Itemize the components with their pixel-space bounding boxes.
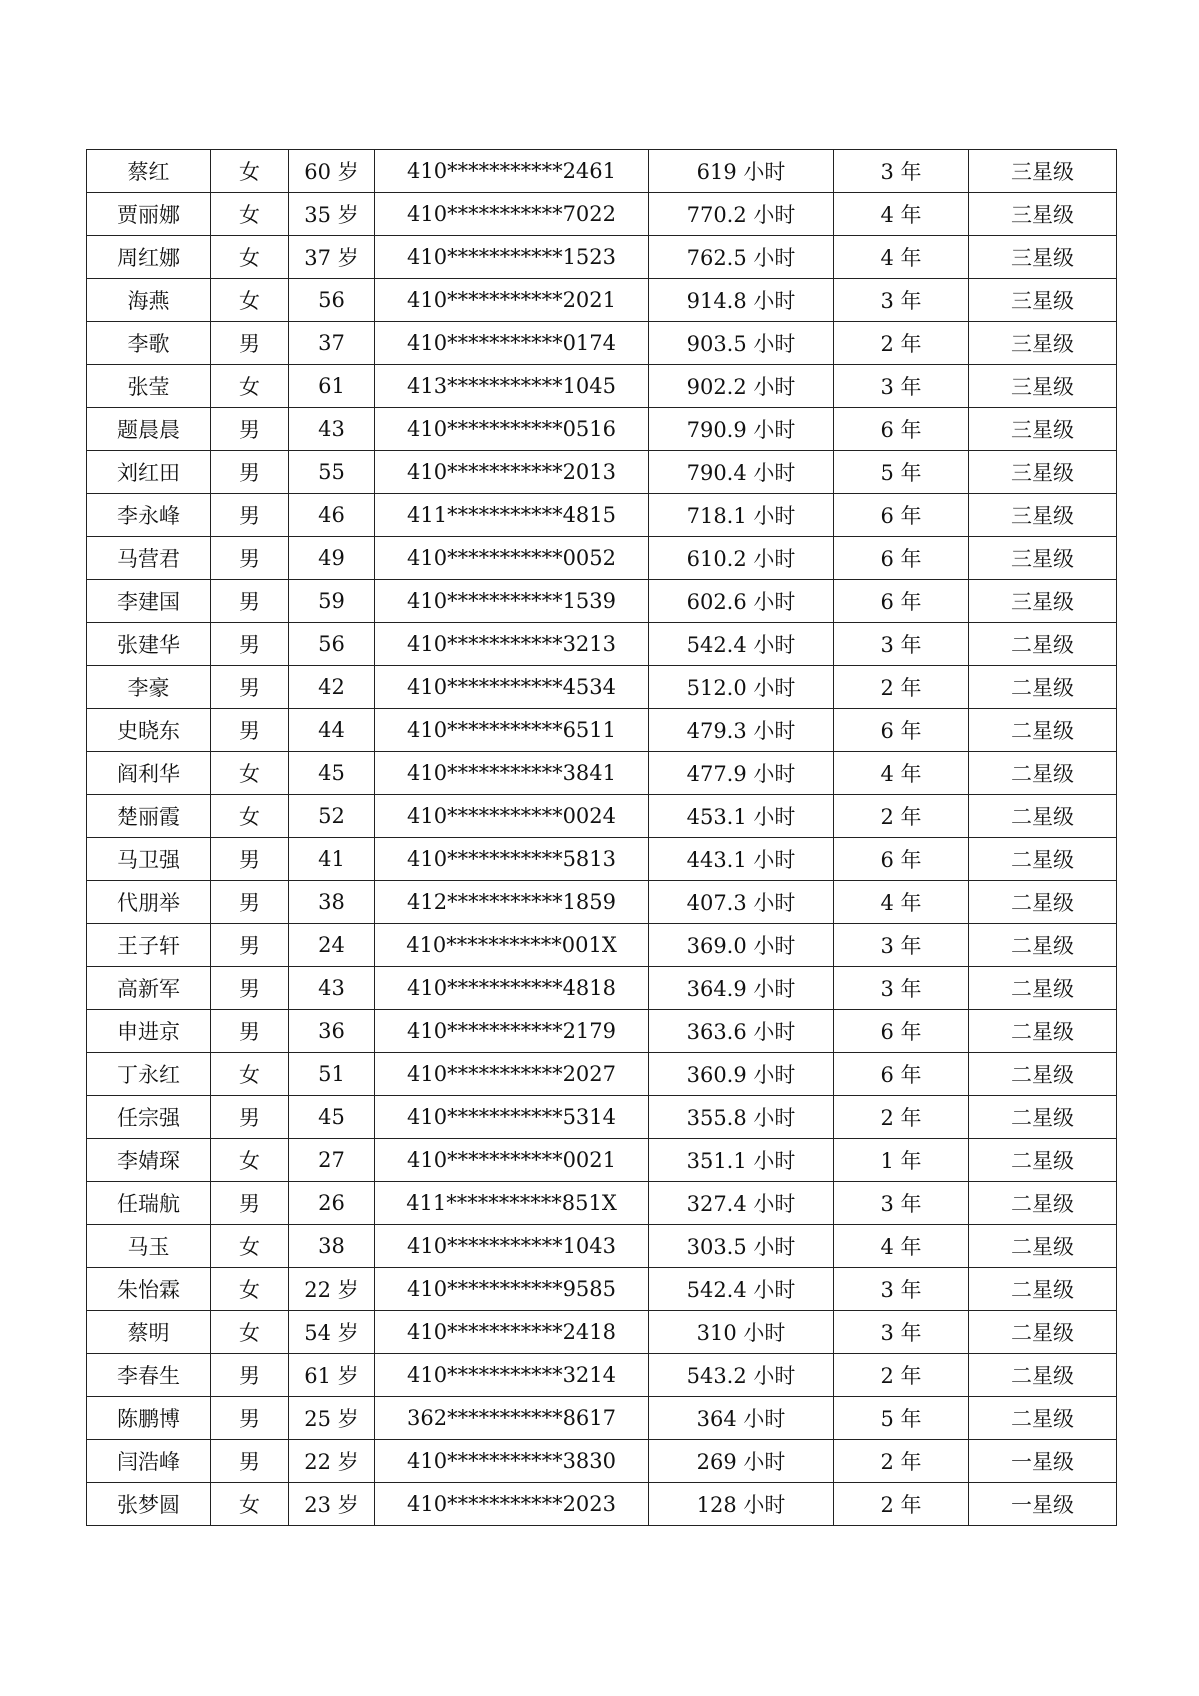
service-years-cell: 4 年: [834, 752, 969, 795]
service-hours-cell: 762.5 小时: [649, 236, 834, 279]
service-hours-cell: 770.2 小时: [649, 193, 834, 236]
gender-cell: 女: [211, 279, 289, 322]
name-cell: 高新军: [87, 967, 211, 1010]
age-cell: 24: [289, 924, 375, 967]
star-level-cell: 三星级: [969, 322, 1117, 365]
name-cell: 李建国: [87, 580, 211, 623]
star-level-cell: 三星级: [969, 279, 1117, 322]
service-years-cell: 6 年: [834, 1010, 969, 1053]
gender-cell: 男: [211, 1354, 289, 1397]
id-number-cell: 410***********6511: [375, 709, 649, 752]
name-cell: 李婧琛: [87, 1139, 211, 1182]
service-years-cell: 3 年: [834, 279, 969, 322]
id-number-cell: 410***********0174: [375, 322, 649, 365]
service-hours-cell: 543.2 小时: [649, 1354, 834, 1397]
gender-cell: 男: [211, 1182, 289, 1225]
star-level-cell: 三星级: [969, 365, 1117, 408]
age-cell: 59: [289, 580, 375, 623]
id-number-cell: 410***********0021: [375, 1139, 649, 1182]
table-row: [87, 494, 1117, 537]
age-cell: 60 岁: [289, 150, 375, 193]
star-level-cell: 二星级: [969, 752, 1117, 795]
name-cell: 王子轩: [87, 924, 211, 967]
service-hours-cell: 718.1 小时: [649, 494, 834, 537]
id-number-cell: 362***********8617: [375, 1397, 649, 1440]
name-cell: 蔡红: [87, 150, 211, 193]
service-years-cell: 6 年: [834, 580, 969, 623]
service-hours-cell: 914.8 小时: [649, 279, 834, 322]
service-years-cell: 2 年: [834, 666, 969, 709]
star-level-cell: 二星级: [969, 1182, 1117, 1225]
service-years-cell: 2 年: [834, 1354, 969, 1397]
service-hours-cell: 369.0 小时: [649, 924, 834, 967]
gender-cell: 男: [211, 666, 289, 709]
star-level-cell: 二星级: [969, 1225, 1117, 1268]
name-cell: 李豪: [87, 666, 211, 709]
service-years-cell: 3 年: [834, 1268, 969, 1311]
star-level-cell: 二星级: [969, 967, 1117, 1010]
gender-cell: 男: [211, 838, 289, 881]
id-number-cell: 410***********2021: [375, 279, 649, 322]
table-row: [87, 1354, 1117, 1397]
service-hours-cell: 453.1 小时: [649, 795, 834, 838]
name-cell: 李歌: [87, 322, 211, 365]
star-level-cell: 二星级: [969, 623, 1117, 666]
age-cell: 35 岁: [289, 193, 375, 236]
id-number-cell: 410***********0052: [375, 537, 649, 580]
table-row: [87, 365, 1117, 408]
service-years-cell: 3 年: [834, 150, 969, 193]
age-cell: 56: [289, 623, 375, 666]
gender-cell: 男: [211, 881, 289, 924]
id-number-cell: 410***********2023: [375, 1483, 649, 1526]
gender-cell: 男: [211, 322, 289, 365]
service-years-cell: 3 年: [834, 1182, 969, 1225]
table-row: [87, 1225, 1117, 1268]
id-number-cell: 412***********1859: [375, 881, 649, 924]
table-row: [87, 537, 1117, 580]
id-number-cell: 410***********4818: [375, 967, 649, 1010]
id-number-cell: 410***********2461: [375, 150, 649, 193]
table-row: [87, 1096, 1117, 1139]
service-years-cell: 4 年: [834, 193, 969, 236]
id-number-cell: 410***********5813: [375, 838, 649, 881]
star-level-cell: 三星级: [969, 408, 1117, 451]
table-row: [87, 236, 1117, 279]
age-cell: 26: [289, 1182, 375, 1225]
gender-cell: 男: [211, 967, 289, 1010]
service-years-cell: 3 年: [834, 1311, 969, 1354]
gender-cell: 男: [211, 1010, 289, 1053]
table-row: [87, 838, 1117, 881]
age-cell: 42: [289, 666, 375, 709]
id-number-cell: 411***********851X: [375, 1182, 649, 1225]
name-cell: 海燕: [87, 279, 211, 322]
service-hours-cell: 903.5 小时: [649, 322, 834, 365]
id-number-cell: 410***********2179: [375, 1010, 649, 1053]
table-row: [87, 408, 1117, 451]
name-cell: 马卫强: [87, 838, 211, 881]
service-hours-cell: 310 小时: [649, 1311, 834, 1354]
star-level-cell: 一星级: [969, 1440, 1117, 1483]
star-level-cell: 二星级: [969, 1354, 1117, 1397]
gender-cell: 男: [211, 1096, 289, 1139]
service-years-cell: 3 年: [834, 365, 969, 408]
gender-cell: 女: [211, 1139, 289, 1182]
id-number-cell: 410***********3830: [375, 1440, 649, 1483]
age-cell: 45: [289, 752, 375, 795]
gender-cell: 女: [211, 150, 289, 193]
star-level-cell: 二星级: [969, 1139, 1117, 1182]
gender-cell: 女: [211, 1268, 289, 1311]
id-number-cell: 410***********3841: [375, 752, 649, 795]
service-hours-cell: 790.4 小时: [649, 451, 834, 494]
age-cell: 43: [289, 408, 375, 451]
star-level-cell: 二星级: [969, 709, 1117, 752]
name-cell: 马玉: [87, 1225, 211, 1268]
age-cell: 38: [289, 1225, 375, 1268]
star-level-cell: 二星级: [969, 924, 1117, 967]
gender-cell: 男: [211, 709, 289, 752]
id-number-cell: 410***********9585: [375, 1268, 649, 1311]
age-cell: 25 岁: [289, 1397, 375, 1440]
star-level-cell: 二星级: [969, 881, 1117, 924]
table-row: [87, 1139, 1117, 1182]
age-cell: 55: [289, 451, 375, 494]
age-cell: 22 岁: [289, 1268, 375, 1311]
table-row: [87, 150, 1117, 193]
name-cell: 代朋举: [87, 881, 211, 924]
table-row: [87, 795, 1117, 838]
age-cell: 56: [289, 279, 375, 322]
table-row: [87, 580, 1117, 623]
table-row: [87, 1311, 1117, 1354]
service-hours-cell: 477.9 小时: [649, 752, 834, 795]
star-level-cell: 二星级: [969, 1053, 1117, 1096]
id-number-cell: 410***********3214: [375, 1354, 649, 1397]
name-cell: 贾丽娜: [87, 193, 211, 236]
star-level-cell: 三星级: [969, 451, 1117, 494]
service-years-cell: 6 年: [834, 537, 969, 580]
name-cell: 蔡明: [87, 1311, 211, 1354]
id-number-cell: 410***********1043: [375, 1225, 649, 1268]
service-years-cell: 3 年: [834, 924, 969, 967]
star-level-cell: 三星级: [969, 537, 1117, 580]
id-number-cell: 410***********2027: [375, 1053, 649, 1096]
age-cell: 61 岁: [289, 1354, 375, 1397]
service-years-cell: 4 年: [834, 236, 969, 279]
gender-cell: 男: [211, 580, 289, 623]
id-number-cell: 410***********001X: [375, 924, 649, 967]
name-cell: 周红娜: [87, 236, 211, 279]
age-cell: 61: [289, 365, 375, 408]
name-cell: 张莹: [87, 365, 211, 408]
service-years-cell: 6 年: [834, 408, 969, 451]
service-hours-cell: 355.8 小时: [649, 1096, 834, 1139]
table-row: [87, 451, 1117, 494]
id-number-cell: 410***********0516: [375, 408, 649, 451]
name-cell: 史晓东: [87, 709, 211, 752]
service-hours-cell: 363.6 小时: [649, 1010, 834, 1053]
table-row: [87, 193, 1117, 236]
name-cell: 陈鹏博: [87, 1397, 211, 1440]
age-cell: 43: [289, 967, 375, 1010]
service-hours-cell: 512.0 小时: [649, 666, 834, 709]
id-number-cell: 410***********0024: [375, 795, 649, 838]
service-years-cell: 6 年: [834, 494, 969, 537]
gender-cell: 男: [211, 408, 289, 451]
table-row: [87, 1053, 1117, 1096]
name-cell: 刘红田: [87, 451, 211, 494]
age-cell: 22 岁: [289, 1440, 375, 1483]
service-hours-cell: 407.3 小时: [649, 881, 834, 924]
service-years-cell: 3 年: [834, 623, 969, 666]
gender-cell: 男: [211, 623, 289, 666]
age-cell: 37 岁: [289, 236, 375, 279]
service-hours-cell: 364 小时: [649, 1397, 834, 1440]
age-cell: 37: [289, 322, 375, 365]
age-cell: 52: [289, 795, 375, 838]
name-cell: 李永峰: [87, 494, 211, 537]
star-level-cell: 三星级: [969, 580, 1117, 623]
gender-cell: 男: [211, 537, 289, 580]
gender-cell: 女: [211, 1225, 289, 1268]
table-row: [87, 623, 1117, 666]
service-years-cell: 2 年: [834, 1096, 969, 1139]
gender-cell: 女: [211, 1053, 289, 1096]
star-level-cell: 一星级: [969, 1483, 1117, 1526]
star-level-cell: 二星级: [969, 838, 1117, 881]
service-years-cell: 6 年: [834, 709, 969, 752]
age-cell: 23 岁: [289, 1483, 375, 1526]
name-cell: 丁永红: [87, 1053, 211, 1096]
gender-cell: 男: [211, 494, 289, 537]
id-number-cell: 410***********1523: [375, 236, 649, 279]
star-level-cell: 二星级: [969, 795, 1117, 838]
star-level-cell: 二星级: [969, 1268, 1117, 1311]
star-level-cell: 二星级: [969, 666, 1117, 709]
name-cell: 张梦圆: [87, 1483, 211, 1526]
gender-cell: 男: [211, 1440, 289, 1483]
gender-cell: 男: [211, 1397, 289, 1440]
id-number-cell: 410***********4534: [375, 666, 649, 709]
table-row: [87, 1397, 1117, 1440]
id-number-cell: 413***********1045: [375, 365, 649, 408]
service-hours-cell: 610.2 小时: [649, 537, 834, 580]
gender-cell: 男: [211, 924, 289, 967]
id-number-cell: 410***********1539: [375, 580, 649, 623]
age-cell: 46: [289, 494, 375, 537]
service-hours-cell: 351.1 小时: [649, 1139, 834, 1182]
service-hours-cell: 542.4 小时: [649, 623, 834, 666]
age-cell: 44: [289, 709, 375, 752]
name-cell: 申进京: [87, 1010, 211, 1053]
star-level-cell: 二星级: [969, 1397, 1117, 1440]
name-cell: 闫浩峰: [87, 1440, 211, 1483]
service-years-cell: 1 年: [834, 1139, 969, 1182]
service-years-cell: 2 年: [834, 1483, 969, 1526]
age-cell: 41: [289, 838, 375, 881]
service-years-cell: 2 年: [834, 1440, 969, 1483]
star-level-cell: 三星级: [969, 150, 1117, 193]
gender-cell: 女: [211, 752, 289, 795]
star-level-cell: 二星级: [969, 1010, 1117, 1053]
service-hours-cell: 602.6 小时: [649, 580, 834, 623]
name-cell: 阎利华: [87, 752, 211, 795]
name-cell: 任宗强: [87, 1096, 211, 1139]
table-row: [87, 666, 1117, 709]
star-level-cell: 三星级: [969, 236, 1117, 279]
volunteer-roster-table: [86, 149, 1117, 1526]
service-hours-cell: 128 小时: [649, 1483, 834, 1526]
service-years-cell: 5 年: [834, 1397, 969, 1440]
table-row: [87, 1440, 1117, 1483]
star-level-cell: 二星级: [969, 1096, 1117, 1139]
gender-cell: 女: [211, 795, 289, 838]
service-years-cell: 5 年: [834, 451, 969, 494]
table-row: [87, 881, 1117, 924]
gender-cell: 女: [211, 193, 289, 236]
id-number-cell: 410***********2013: [375, 451, 649, 494]
age-cell: 36: [289, 1010, 375, 1053]
service-hours-cell: 902.2 小时: [649, 365, 834, 408]
service-years-cell: 6 年: [834, 838, 969, 881]
gender-cell: 女: [211, 1483, 289, 1526]
service-hours-cell: 360.9 小时: [649, 1053, 834, 1096]
table-row: [87, 1268, 1117, 1311]
table-row: [87, 752, 1117, 795]
table-row: [87, 1483, 1117, 1526]
table-row: [87, 709, 1117, 752]
id-number-cell: 411***********4815: [375, 494, 649, 537]
service-hours-cell: 790.9 小时: [649, 408, 834, 451]
table-row: [87, 1010, 1117, 1053]
service-hours-cell: 303.5 小时: [649, 1225, 834, 1268]
service-years-cell: 3 年: [834, 967, 969, 1010]
service-hours-cell: 479.3 小时: [649, 709, 834, 752]
service-hours-cell: 443.1 小时: [649, 838, 834, 881]
age-cell: 49: [289, 537, 375, 580]
table-row: [87, 967, 1117, 1010]
service-hours-cell: 269 小时: [649, 1440, 834, 1483]
age-cell: 54 岁: [289, 1311, 375, 1354]
id-number-cell: 410***********5314: [375, 1096, 649, 1139]
name-cell: 题晨晨: [87, 408, 211, 451]
age-cell: 45: [289, 1096, 375, 1139]
name-cell: 楚丽霞: [87, 795, 211, 838]
age-cell: 51: [289, 1053, 375, 1096]
service-years-cell: 4 年: [834, 881, 969, 924]
id-number-cell: 410***********3213: [375, 623, 649, 666]
gender-cell: 男: [211, 451, 289, 494]
service-hours-cell: 327.4 小时: [649, 1182, 834, 1225]
star-level-cell: 三星级: [969, 494, 1117, 537]
service-years-cell: 4 年: [834, 1225, 969, 1268]
name-cell: 朱怡霖: [87, 1268, 211, 1311]
roster-table-body: [87, 150, 1117, 1526]
table-row: [87, 322, 1117, 365]
star-level-cell: 二星级: [969, 1311, 1117, 1354]
gender-cell: 女: [211, 1311, 289, 1354]
service-hours-cell: 364.9 小时: [649, 967, 834, 1010]
service-hours-cell: 619 小时: [649, 150, 834, 193]
service-years-cell: 6 年: [834, 1053, 969, 1096]
star-level-cell: 三星级: [969, 193, 1117, 236]
gender-cell: 女: [211, 236, 289, 279]
service-years-cell: 2 年: [834, 795, 969, 838]
age-cell: 27: [289, 1139, 375, 1182]
name-cell: 李春生: [87, 1354, 211, 1397]
service-years-cell: 2 年: [834, 322, 969, 365]
gender-cell: 女: [211, 365, 289, 408]
name-cell: 任瑞航: [87, 1182, 211, 1225]
table-row: [87, 1182, 1117, 1225]
table-row: [87, 924, 1117, 967]
table-row: [87, 279, 1117, 322]
id-number-cell: 410***********2418: [375, 1311, 649, 1354]
id-number-cell: 410***********7022: [375, 193, 649, 236]
name-cell: 张建华: [87, 623, 211, 666]
age-cell: 38: [289, 881, 375, 924]
service-hours-cell: 542.4 小时: [649, 1268, 834, 1311]
name-cell: 马营君: [87, 537, 211, 580]
